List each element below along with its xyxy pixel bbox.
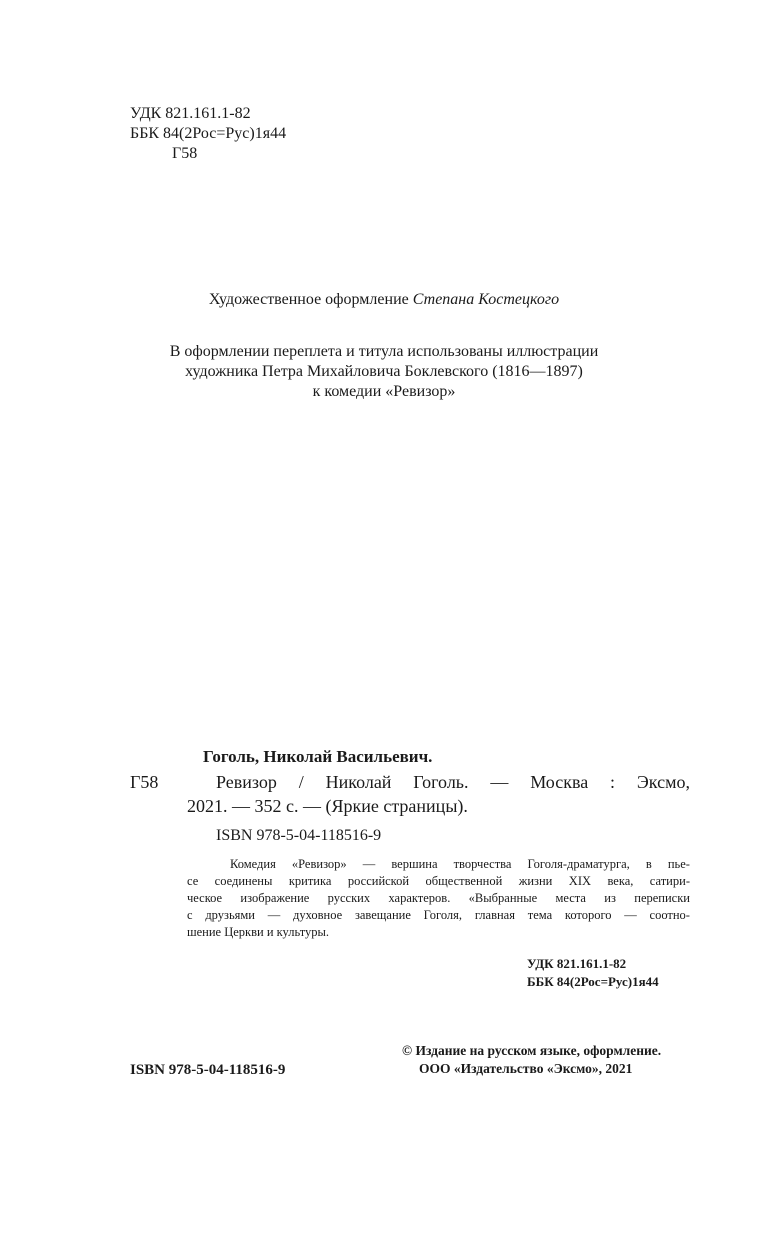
annotation-line-4 (187, 907, 690, 924)
title-word: Эксмо, (636, 772, 690, 792)
annotation-word: переписки (634, 891, 690, 905)
annotation-word: характеров. (388, 891, 451, 905)
annotation-word: — (267, 908, 281, 922)
catalog-isbn: ISBN 978-5-04-118516-9 (216, 827, 382, 844)
annotation-word: жизни (518, 874, 553, 888)
illustrations-line-1: В оформлении переплета и титула использованы иллюстрации (169, 343, 599, 360)
annotation-word: места (555, 891, 586, 905)
annotation-word: критика (288, 874, 332, 888)
annotation-line-5: шение Церкви и культуры. (187, 925, 330, 939)
annotation-word: из (604, 891, 616, 905)
annotation-word: соединены (214, 874, 273, 888)
annotation-word: творчества (453, 857, 512, 871)
annotation-word: Гоголя, (423, 908, 463, 922)
annotation-word: русских (327, 891, 371, 905)
annotation-word: друзьями (205, 908, 255, 922)
annotation-word: — (362, 857, 376, 871)
design-credit (0, 290, 768, 310)
title-word: Москва (530, 772, 589, 792)
catalog-title-line-1 (216, 770, 690, 794)
annotation-word: Гоголя-драматурга, (527, 857, 630, 871)
annotation-word: с (187, 908, 193, 922)
catalog-author-heading: Гоголь, Николай Васильевич. (203, 747, 433, 766)
annotation-word: XIX (568, 874, 592, 888)
annotation-word: «Ревизор» (291, 857, 347, 871)
udk-code-top: УДК 821.161.1-82 (130, 105, 251, 122)
annotation-word: духовное (293, 908, 343, 922)
annotation-word: се (187, 874, 199, 888)
annotation-word: сатири- (649, 874, 690, 888)
annotation-word: ческое (187, 891, 223, 905)
copyright-line-2: ООО «Издательство «Эксмо», 2021 (419, 1061, 633, 1076)
annotation-word: тема (527, 908, 553, 922)
annotation-line-1 (230, 856, 690, 873)
title-word: / (298, 772, 304, 792)
annotation-word: «Выбранные (468, 891, 538, 905)
annotation-word: которого (564, 908, 612, 922)
catalog-author-sign: Г58 (130, 772, 159, 792)
annotation-word: общественной (425, 874, 503, 888)
illustrations-line-3: к комедии «Ревизор» (312, 383, 456, 400)
annotation-line-3 (187, 890, 690, 907)
design-credit-name: Степана Костецкого (412, 291, 560, 308)
catalog-title-line-2: 2021. — 352 с. — (Яркие страницы). (187, 796, 468, 816)
catalog-bbk: ББК 84(2Рос=Рус)1я44 (527, 974, 659, 989)
annotation-word: в (645, 857, 652, 871)
annotation-word: Комедия (230, 857, 276, 871)
annotation-word: соотно- (649, 908, 690, 922)
annotation-word: пье- (667, 857, 690, 871)
annotation-word: российской (347, 874, 410, 888)
bottom-isbn: ISBN 978-5-04-118516-9 (130, 1062, 286, 1078)
annotation-word: завещание (354, 908, 411, 922)
copyright-line-1: © Издание на русском языке, оформление. (402, 1043, 662, 1058)
design-credit-prefix: Художественное оформление (208, 291, 409, 308)
annotation-word: главная (474, 908, 515, 922)
bbk-code-top: ББК 84(2Рос=Рус)1я44 (130, 125, 287, 142)
title-word: Николай (325, 772, 392, 792)
annotation-word: вершина (391, 857, 438, 871)
annotation-word: — (624, 908, 637, 922)
catalog-udk: УДК 821.161.1-82 (527, 956, 627, 971)
illustrations-line-2: художника Петра Михайловича Боклевского (1816—1897) (185, 363, 583, 380)
title-word: Ревизор (216, 772, 277, 792)
title-word: Гоголь. (413, 772, 469, 792)
title-word: : (610, 772, 616, 792)
author-sign-top: Г58 (172, 145, 198, 162)
title-word: — (490, 772, 509, 792)
annotation-word: века, (607, 874, 634, 888)
annotation-word: изображение (240, 891, 310, 905)
annotation-line-2 (187, 873, 690, 890)
